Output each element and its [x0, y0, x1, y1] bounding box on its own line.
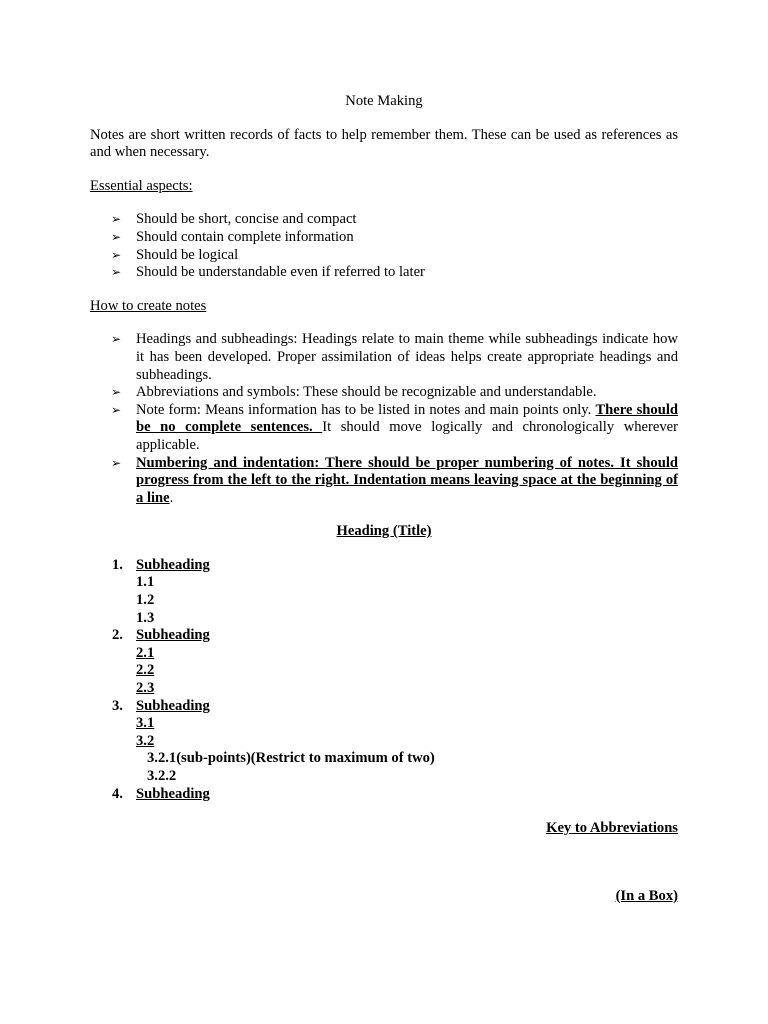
emphasis-text: Numbering and indentation: There should be proper numbering of notes. It should progress from the left to the right. Indentation means leaving space at the beginning of a line [136, 454, 678, 506]
arrow-bullet-icon: ➢ [111, 265, 122, 280]
outline-point-row [90, 662, 678, 680]
list-item [90, 455, 678, 508]
arrow-bullet-icon: ➢ [111, 212, 122, 227]
list-item-text: It should move logically and chronologically wherever applicable. [136, 419, 678, 453]
list-item [90, 229, 678, 247]
arrow-bullet-icon: ➢ [111, 332, 122, 347]
outline-subheading-text: Subheading [136, 697, 210, 714]
list-item-text: Should contain complete information [136, 228, 354, 245]
outline-point: 2.2 [136, 662, 155, 679]
list-item [90, 247, 678, 265]
how-to-create-notes-heading: How to create notes [90, 297, 207, 314]
outline-point: 2.3 [136, 680, 155, 697]
essential-aspects-list [90, 211, 678, 281]
key-to-abbreviations: Key to Abbreviations [546, 820, 678, 837]
outline-subheading-text: Subheading [136, 556, 210, 573]
outline-point-row [90, 733, 678, 751]
list-item-text: Headings and subheadings: Headings relate to main theme while subheadings indicate how it has been developed. Proper assimilation of ideas helps create appropriate headings and subheadings. [136, 331, 678, 383]
outline-point-row [90, 680, 678, 698]
outline-sub-point: 3.2.2 [147, 768, 177, 784]
how-to-create-notes-list [90, 331, 678, 507]
outline-point: 3.2 [136, 732, 155, 749]
outline-point: 3.1 [136, 715, 155, 732]
essential-aspects-heading: Essential aspects: [90, 177, 193, 194]
page-title: Note Making [345, 93, 423, 109]
list-item [90, 264, 678, 282]
arrow-bullet-icon: ➢ [111, 385, 122, 400]
example-heading-title: Heading (Title) [336, 523, 432, 540]
list-item-text: . [169, 489, 174, 506]
arrow-bullet-icon: ➢ [111, 229, 122, 244]
list-item-text: Should be short, concise and compact [136, 211, 357, 228]
emphasis-text: There should be no complete sentences. [136, 401, 678, 436]
outline-point: 1.2 [136, 592, 155, 609]
arrow-bullet-icon: ➢ [111, 455, 122, 470]
arrow-bullet-icon: ➢ [111, 402, 122, 417]
outline-number: 2. [112, 627, 123, 644]
outline-point-row [90, 715, 678, 733]
intro-paragraph: Notes are short written records of facts to help remember them. These can be used as references as and when necessary. [90, 126, 678, 161]
outline-number: 4. [112, 785, 123, 802]
list-item [90, 331, 678, 384]
list-item [90, 402, 678, 455]
list-item [90, 211, 678, 229]
outline-subheading-2 [90, 627, 678, 645]
document-body [90, 93, 678, 905]
outline-point: 1.1 [136, 574, 155, 591]
outline-sub-point: 3.2.1(sub-points)(Restrict to maximum of two) [147, 750, 435, 767]
list-item-text: Should be logical [136, 246, 239, 263]
outline-subheading-text: Subheading [136, 627, 210, 644]
outline-point-row [90, 645, 678, 663]
outline-point: 2.1 [136, 644, 155, 661]
list-item [90, 384, 678, 402]
list-item-text: Note form: Means information has to be listed in notes and main points only. [136, 401, 596, 418]
outline-number: 3. [112, 697, 123, 714]
in-a-box-note: (In a Box) [615, 887, 678, 904]
outline-point: 1.3 [136, 609, 155, 626]
list-item-text: Abbreviations and symbols: These should be recognizable and understandable. [136, 384, 597, 401]
outline-subheading-1 [90, 557, 678, 575]
outline-subheading-text: Subheading [136, 785, 210, 802]
outline-subheading-3 [90, 698, 678, 716]
example-outline [90, 557, 678, 803]
outline-subheading-4 [90, 786, 678, 804]
list-item-text: Should be understandable even if referred to later [136, 264, 425, 281]
outline-number: 1. [112, 556, 123, 573]
arrow-bullet-icon: ➢ [111, 247, 122, 262]
